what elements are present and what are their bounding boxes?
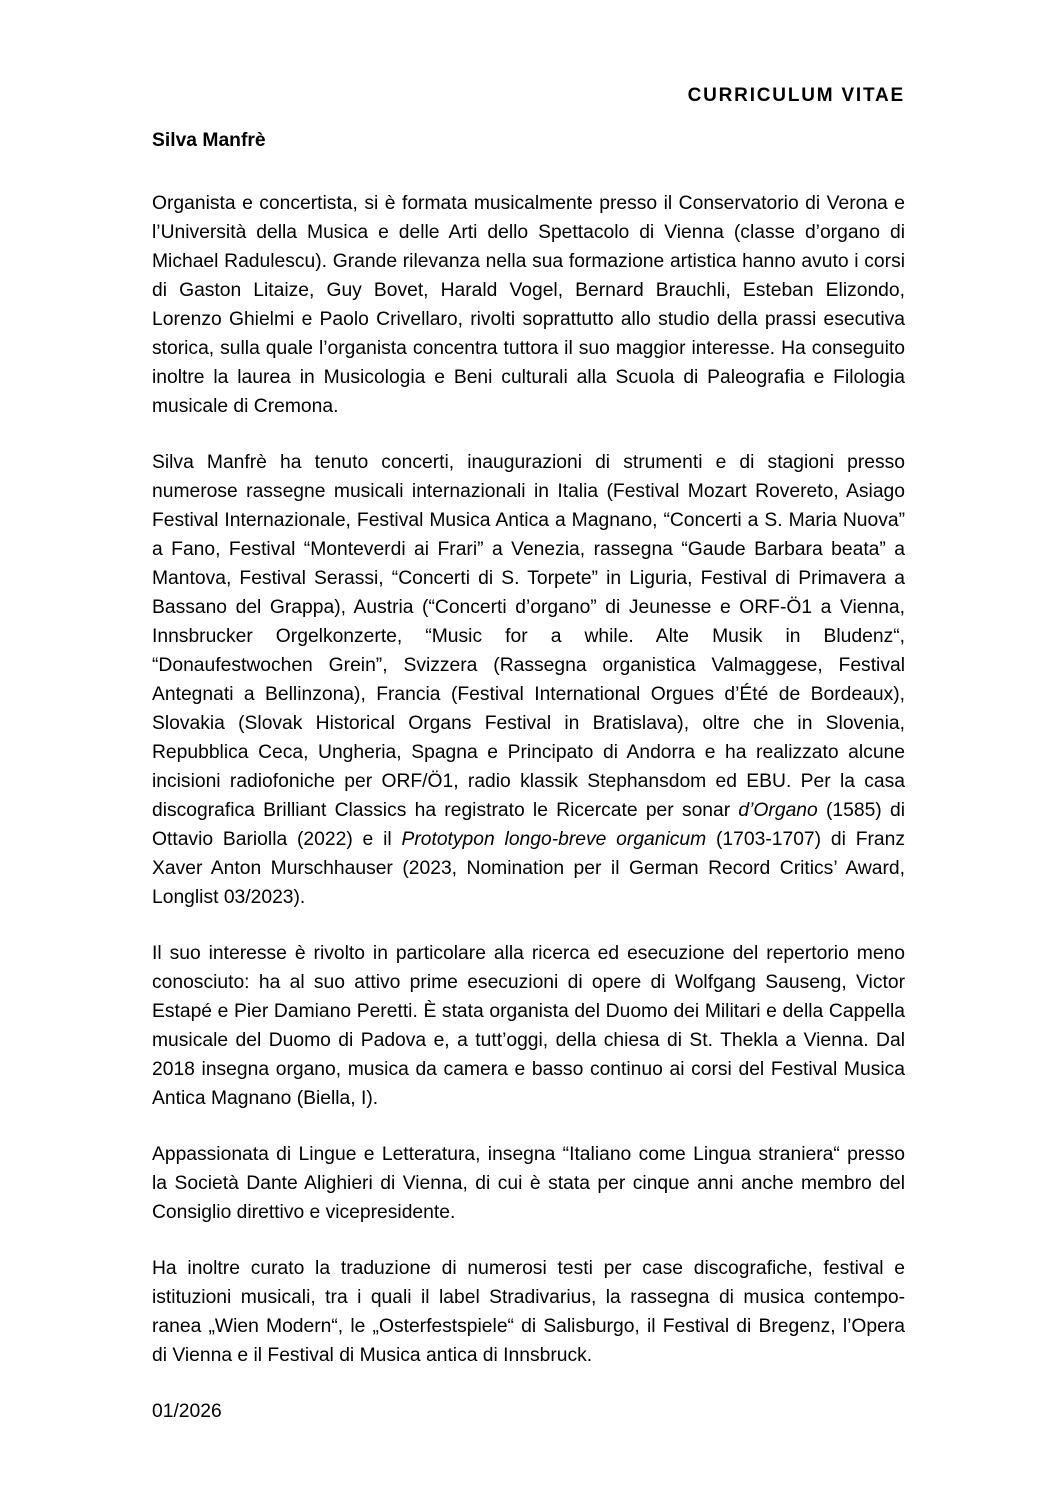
paragraph-translations: Ha inoltre curato la traduzione di numerosi testi per case discografiche, festival e istituzioni musicali, tra i quali il label Stradivarius, la rassegna di musica contempo-ranea „Wien Modern“, le „Osterfestspiele“ di Salisburgo, il Festival di Bregenz, l’Opera di Vienna e il Festival di Musica antica di Innsbruck. bbox=[152, 1258, 905, 1366]
page-title: CURRICULUM VITAE bbox=[687, 85, 905, 106]
author-name: Silva Manfrè bbox=[152, 130, 266, 151]
paragraph-languages-teaching: Appassionata di Lingue e Letteratura, insegna “Italiano come Lingua straniera“ presso la Società Dante Alighieri di Vienna, di cui è stata per cinque anni anche membro del Consiglio direttivo e vicepresidente. bbox=[152, 1144, 905, 1223]
cv-content-block bbox=[152, 85, 905, 1426]
paragraph-concert-activity: Silva Manfrè ha tenuto concerti, inaugurazioni di strumenti e di stagioni presso numerose rassegne musicali internazionali in Italia (Festival Mozart Rovereto, Asiago Festival Internazionale, Festival Musica Antica a Magnano, “Concerti a S. Maria Nuova” a Fano, Festival “Monteverdi ai Frari” a Venezia, rassegna “Gaude Barbara beata” a Mantova, Festival Serassi, “Concerti di S. Torpete” in Liguria, Festival di Primavera a Bassano del Grappa), Austria (“Concerti d’organo” di Jeunesse e ORF-Ö1 a Vienna, Innsbrucker Orgelkonzerte, “Music for a while. Alte Musik in Bludenz“, “Donaufestwochen Grein”, Svizzera (Rassegna organistica Valmaggese, Festival Antegnati a Bellinzona), Francia (Festival International Orgues d’Été de Bordeaux), Slovakia (Slovak Historical Organs Festival in Bratislava), oltre che in Slovenia, Repubblica Ceca, Ungheria, Spagna e Principato di Andorra e ha realizzato alcune incisioni radiofoniche per ORF/Ö1, radio klassik Stephansdom ed EBU. Per la casa discografica Brilliant Classics ha registrato le Ricercate per sonar d’Organo (1585) di Ottavio Bariolla (2022) e il Prototypon longo-breve organicum (1703-1707) di Franz Xaver Anton Murschhauser (2023, Nomination per il German Record Critics’ Award, Longlist 03/2023). bbox=[152, 452, 905, 908]
paragraph-education: Organista e concertista, si è formata musicalmente presso il Conservatorio di Verona e l’Università della Musica e delle Arti dello Spettacolo di Vienna (classe d’organo di Michael Radulescu). Grande rilevanza nella sua formazione artistica hanno avuto i corsi di Gaston Litaize, Guy Bovet, Harald Vogel, Bernard Brauchli, Esteban Elizondo, Lorenzo Ghielmi e Paolo Crivellaro, rivolti soprattutto allo studio della prassi esecutiva storica, sulla quale l’organista concentra tuttora il suo maggior interesse. Ha conseguito inoltre la laurea in Musicologia e Beni culturali alla Scuola di Paleografia e Filologia musicale di Cremona. bbox=[152, 193, 905, 417]
footer-date: 01/2026 bbox=[152, 1401, 222, 1422]
paragraph-repertoire-positions: Il suo interesse è rivolto in particolare alla ricerca ed esecuzione del repertorio meno conosciuto: ha al suo attivo prime esecuzioni di opere di Wolfgang Sauseng, Victor Estapé e Pier Damiano Peretti. È stata organista del Duomo dei Militari e della Cappella musicale del Duomo di Padova e, a tutt’oggi, della chiesa di St. Thekla a Vienna. Dal 2018 insegna organo, musica da camera e basso continuo ai corsi del Festival Musica Antica Magnano (Biella, I). bbox=[152, 943, 905, 1109]
